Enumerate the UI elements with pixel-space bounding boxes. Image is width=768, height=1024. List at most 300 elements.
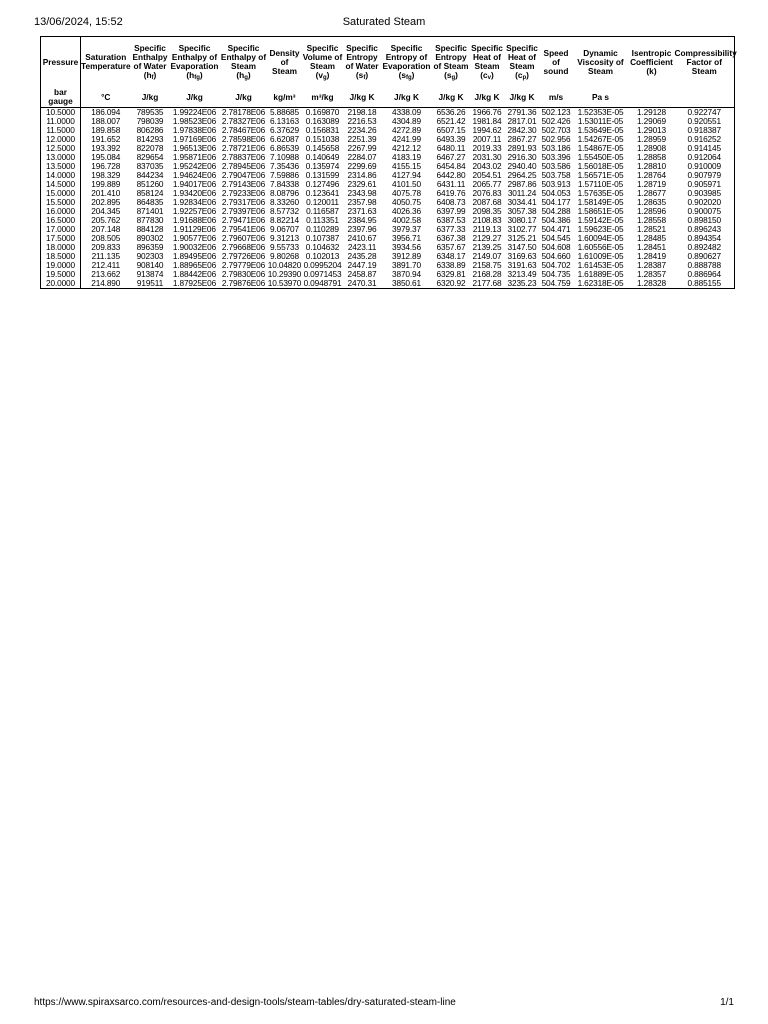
table-cell: 3956.71	[392, 234, 421, 243]
column-symbol: $(v_g)$	[315, 70, 330, 81]
table-cell: 2.78721E06	[221, 144, 266, 153]
table-cell: 1.28357	[637, 270, 666, 279]
table-cell: 1.88965E06	[172, 261, 217, 270]
table-cell: 0.914145	[675, 144, 735, 153]
table-cell: 4272.89	[392, 126, 421, 135]
table-cell: 0.116587	[306, 207, 339, 216]
table-cell: 7.10988	[270, 153, 299, 162]
table-cell: 18.0000	[41, 243, 81, 252]
table-cell: 2371.63	[347, 207, 377, 216]
column-header	[41, 37, 81, 88]
table-cell: 204.345	[91, 207, 121, 216]
table-cell: 1.97838E06	[172, 126, 217, 135]
column-name: Pressure	[42, 56, 79, 67]
table-cell: 504.288	[541, 207, 571, 216]
table-cell: 890302	[136, 234, 164, 243]
table-cell: 2.78467E06	[221, 126, 266, 135]
column-unit: m³/kg	[302, 87, 344, 108]
table-cell: 2470.31	[344, 279, 381, 289]
column-header	[470, 37, 505, 88]
table-cell: 0.104632	[305, 243, 340, 252]
page-title: Saturated Steam	[342, 16, 426, 28]
table-row	[41, 162, 735, 171]
table-cell: 0.110289	[306, 225, 339, 234]
table-cell: 4212.12	[392, 144, 421, 153]
table-cell: 4304.89	[392, 117, 421, 126]
table-cell: 1.61889E-05	[577, 270, 624, 279]
table-cell: 1.28596	[637, 207, 666, 216]
table-cell: 0.140649	[305, 153, 340, 162]
table-cell: 1.87925E06	[170, 279, 220, 289]
table-cell: 2867.27	[507, 135, 537, 144]
table-cell: 0.920551	[675, 117, 735, 126]
table-cell: 6419.76	[436, 189, 466, 198]
table-cell: 1.99224E06	[172, 107, 217, 117]
table-cell: 19.5000	[41, 270, 81, 279]
table-cell: 191.652	[91, 135, 121, 144]
table-cell: 9.55733	[270, 243, 299, 252]
table-cell: 2216.53	[347, 117, 377, 126]
table-cell: 1.54267E-05	[577, 135, 624, 144]
column-header	[344, 37, 381, 88]
column-symbol: $(c_v)$	[480, 70, 494, 81]
table-cell: 2043.02	[472, 162, 502, 171]
table-cell: 2065.77	[472, 180, 502, 189]
table-body	[41, 108, 735, 289]
table-cell: 0.900075	[675, 207, 735, 216]
column-name: Specific Enthalpy of Evaporation	[170, 43, 219, 71]
table-cell: 1.60094E-05	[577, 234, 624, 243]
table-cell: 504.386	[541, 216, 571, 225]
column-unit	[629, 87, 675, 108]
column-symbol: $(s_f)$	[355, 70, 369, 81]
table-cell: 11.5000	[41, 126, 81, 135]
table-cell: 18.5000	[41, 252, 81, 261]
column-unit	[675, 87, 735, 108]
table-cell: 1.53649E-05	[577, 126, 624, 135]
table-cell: 2.79317E06	[221, 198, 266, 207]
table-cell: 0.905971	[675, 180, 735, 189]
table-cell: 0.898150	[675, 216, 735, 225]
table-cell: 2284.07	[347, 153, 377, 162]
table-cell: 0.120011	[306, 198, 339, 207]
table-cell: 209.833	[91, 243, 121, 252]
table-cell: 504.471	[541, 225, 571, 234]
table-cell: 6367.38	[436, 234, 466, 243]
column-symbol: $(h_f)$	[143, 70, 157, 81]
table-cell: 6338.89	[436, 261, 466, 270]
table-row	[41, 252, 735, 261]
table-cell: 6442.80	[436, 171, 466, 180]
table-cell: 503.913	[541, 180, 571, 189]
table-row	[41, 225, 735, 234]
column-name: Isentropic Coefficient	[630, 47, 673, 67]
table-cell: 9.80268	[270, 252, 299, 261]
table-cell: 2031.30	[472, 153, 502, 162]
table-cell: 2.79607E06	[221, 234, 266, 243]
table-cell: 1.28858	[637, 153, 666, 162]
column-header	[220, 37, 268, 88]
column-unit: J/kg K	[344, 87, 381, 108]
table-cell: 10.04820	[267, 261, 302, 270]
column-unit: J/kg K	[433, 87, 470, 108]
table-cell: 1.96513E06	[172, 144, 217, 153]
table-cell: 1.97169E06	[172, 135, 217, 144]
table-cell: 2299.69	[347, 162, 377, 171]
table-row	[41, 108, 735, 118]
table-cell: 2314.86	[347, 171, 377, 180]
table-cell: 0.113351	[306, 216, 339, 225]
table-cell: 2987.86	[507, 180, 537, 189]
table-cell: 2.79471E06	[221, 216, 266, 225]
table-row	[41, 144, 735, 153]
table-cell: 2087.68	[472, 198, 502, 207]
table-cell: 0.127496	[305, 180, 340, 189]
table-cell: 502.956	[541, 135, 571, 144]
table-cell: 1.28764	[637, 171, 666, 180]
table-cell: 205.762	[91, 216, 121, 225]
table-cell: 6431.11	[436, 180, 466, 189]
table-cell: 6320.92	[433, 279, 470, 289]
table-cell: 0.135974	[305, 162, 340, 171]
table-cell: 1.92834E06	[172, 198, 217, 207]
table-cell: 1.28810	[637, 162, 666, 171]
table-cell: 6521.42	[436, 117, 466, 126]
table-cell: 502.123	[541, 107, 571, 117]
table-cell: 2817.01	[507, 117, 537, 126]
table-cell: 798039	[136, 117, 164, 126]
table-cell: 504.608	[541, 243, 571, 252]
table-cell: 1.28635	[637, 198, 666, 207]
table-cell: 3034.41	[507, 198, 537, 207]
table-cell: 12.0000	[41, 135, 81, 144]
table-cell: 4338.09	[392, 107, 421, 117]
table-cell: 1.56571E-05	[577, 171, 624, 180]
table-cell: 186.094	[91, 107, 121, 117]
table-cell: 1.54867E-05	[577, 144, 624, 153]
table-cell: 195.084	[91, 153, 121, 162]
table-cell: 0.886964	[675, 270, 735, 279]
table-cell: 2019.33	[472, 144, 502, 153]
table-cell: 11.0000	[41, 117, 81, 126]
table-cell: 4101.50	[392, 180, 421, 189]
table-cell: 0.894354	[675, 234, 735, 243]
table-row	[41, 135, 735, 144]
table-cell: 6467.27	[436, 153, 466, 162]
table-cell: 0.156831	[305, 126, 340, 135]
column-symbol: $(s_g)$	[444, 70, 458, 81]
table-cell: 1.28959	[637, 135, 666, 144]
table-row	[41, 180, 735, 189]
table-cell: 1.28908	[637, 144, 666, 153]
table-cell: 1.59623E-05	[577, 225, 624, 234]
table-cell: 6397.99	[436, 207, 466, 216]
table-cell: 0.145658	[305, 144, 340, 153]
table-cell: 1.28419	[637, 252, 666, 261]
column-name: Specific Entropy of Evaporation	[382, 43, 431, 71]
table-cell: 3147.50	[507, 243, 537, 252]
table-cell: 504.545	[541, 234, 571, 243]
table-cell: 0.907979	[675, 171, 735, 180]
table-cell: 2158.75	[472, 261, 502, 270]
column-name: Saturation Temperature	[81, 52, 131, 71]
table-cell: 2916.30	[507, 153, 537, 162]
table-cell: 1.93420E06	[172, 189, 217, 198]
table-cell: 1.91688E06	[172, 216, 217, 225]
table-cell: 2198.18	[347, 107, 377, 117]
table-cell: 198.329	[91, 171, 121, 180]
table-cell: 504.660	[541, 252, 571, 261]
table-cell: 806286	[136, 126, 164, 135]
column-header	[505, 37, 540, 88]
table-cell: 902303	[136, 252, 164, 261]
table-cell: 829654	[136, 153, 164, 162]
column-symbol: $(h_g)$	[236, 70, 251, 81]
table-cell: 1.52353E-05	[577, 107, 624, 117]
table-cell: 837035	[136, 162, 164, 171]
column-name: Density of Steam	[269, 47, 300, 76]
table-cell: 2891.93	[507, 144, 537, 153]
table-row	[41, 198, 735, 207]
column-header	[573, 37, 629, 88]
table-cell: 1.57110E-05	[577, 180, 624, 189]
table-cell: 208.505	[91, 234, 121, 243]
table-cell: 196.728	[91, 162, 121, 171]
table-cell: 503.758	[541, 171, 571, 180]
table-cell: 0.888788	[675, 261, 735, 270]
column-header	[675, 37, 735, 88]
table-cell: 0.131599	[305, 171, 340, 180]
column-name: Specific Entropy of Water	[345, 43, 379, 71]
table-cell: 1.56018E-05	[577, 162, 624, 171]
table-cell: 189.858	[91, 126, 121, 135]
column-units-row	[41, 87, 735, 108]
table-cell: 851260	[136, 180, 164, 189]
table-cell: 2397.96	[347, 225, 377, 234]
table-cell: 2054.51	[472, 171, 502, 180]
table-cell: 4026.36	[392, 207, 421, 216]
table-cell: 14.0000	[41, 171, 81, 180]
table-cell: 1.94017E06	[172, 180, 217, 189]
column-header	[433, 37, 470, 88]
column-header	[629, 37, 675, 88]
table-cell: 1.90577E06	[172, 234, 217, 243]
table-cell: 0.922747	[675, 108, 735, 118]
table-cell: 503.396	[541, 153, 571, 162]
table-cell: 844234	[136, 171, 164, 180]
table-cell: 789535	[136, 107, 164, 117]
table-cell: 1.28451	[637, 243, 666, 252]
column-header	[268, 37, 302, 88]
table-cell: 17.0000	[41, 225, 81, 234]
table-cell: 2251.39	[347, 135, 377, 144]
table-cell: 2168.28	[472, 270, 502, 279]
table-cell: 1.28328	[629, 279, 675, 289]
table-cell: 2267.99	[347, 144, 377, 153]
table-cell: 9.06707	[270, 225, 299, 234]
table-cell: 2357.98	[347, 198, 377, 207]
table-cell: 2119.13	[472, 225, 502, 234]
table-cell: 504.177	[541, 198, 571, 207]
column-name: Compressibility Factor of Steam	[674, 47, 737, 76]
column-name: Specific Enthalpy of Steam	[220, 43, 267, 71]
table-cell: 12.5000	[41, 144, 81, 153]
column-header	[302, 37, 344, 88]
table-cell: 0.163089	[305, 117, 340, 126]
table-cell: 1.89495E06	[172, 252, 217, 261]
steam-table	[40, 36, 735, 289]
column-name: Specific Heat of Steam	[506, 43, 538, 71]
table-cell: 4241.99	[392, 135, 421, 144]
table-cell: 884128	[136, 225, 164, 234]
print-date: 13/06/2024, 15:52	[34, 16, 123, 28]
table-cell: 822078	[136, 144, 164, 153]
table-cell: 7.84338	[270, 180, 299, 189]
table-cell: 202.895	[91, 198, 121, 207]
table-cell: 0.885155	[675, 279, 735, 289]
table-cell: 1.58149E-05	[577, 198, 624, 207]
column-header	[131, 37, 170, 88]
column-unit: m/s	[540, 87, 573, 108]
table-cell: 2.79397E06	[221, 207, 266, 216]
column-header	[81, 37, 131, 88]
table-cell: 503.186	[541, 144, 571, 153]
column-unit: Pa s	[573, 87, 629, 108]
table-cell: 3934.56	[392, 243, 421, 252]
table-cell: 2076.83	[472, 189, 502, 198]
table-cell: 3850.61	[381, 279, 433, 289]
column-symbol: $(c_p)$	[515, 70, 529, 81]
table-cell: 1.58651E-05	[577, 207, 624, 216]
column-unit: bar gauge	[41, 87, 81, 108]
table-cell: 919511	[131, 279, 170, 289]
table-cell: 214.890	[81, 279, 131, 289]
table-cell: 0.123641	[305, 189, 340, 198]
table-cell: 16.5000	[41, 216, 81, 225]
column-unit: J/kg K	[470, 87, 505, 108]
column-unit: °C	[81, 87, 131, 108]
table-cell: 2458.87	[347, 270, 377, 279]
table-cell: 877830	[136, 216, 164, 225]
table-cell: 2.78178E06	[221, 107, 266, 117]
column-name: Specific Enthalpy of Water	[132, 43, 168, 71]
column-symbol: (k)	[646, 65, 657, 76]
table-cell: 3057.38	[507, 207, 537, 216]
table-cell: 2791.36	[507, 107, 537, 117]
table-cell: 3213.49	[507, 270, 537, 279]
table-cell: 7.59886	[270, 171, 299, 180]
table-cell: 6387.53	[436, 216, 466, 225]
table-cell: 908140	[136, 261, 164, 270]
table-cell: 0.892482	[675, 243, 735, 252]
table-row	[41, 234, 735, 243]
table-cell: 7.35436	[270, 162, 299, 171]
table-cell: 1.29013	[637, 126, 666, 135]
table-cell: 4075.78	[392, 189, 421, 198]
table-cell: 504.053	[541, 189, 571, 198]
table-cell: 1.57635E-05	[577, 189, 624, 198]
column-unit: J/kg K	[505, 87, 540, 108]
table-cell: 199.889	[91, 180, 121, 189]
table-cell: 193.392	[91, 144, 121, 153]
table-cell: 1.92257E06	[172, 207, 217, 216]
table-cell: 2.78945E06	[221, 162, 266, 171]
table-cell: 16.0000	[41, 207, 81, 216]
column-name: Specific Entropy of Steam	[433, 43, 469, 71]
column-name: Speed of sound	[543, 47, 569, 76]
column-symbol: $(s_{fg})$	[398, 70, 415, 81]
table-cell: 4002.58	[392, 216, 421, 225]
table-cell: 4183.19	[392, 153, 421, 162]
table-cell: 2329.61	[347, 180, 377, 189]
table-cell: 0.916252	[675, 135, 735, 144]
table-cell: 1981.84	[472, 117, 502, 126]
table-cell: 0.0995204	[303, 261, 342, 270]
table-cell: 1.28521	[637, 225, 666, 234]
table-cell: 212.411	[91, 261, 120, 270]
table-row	[41, 261, 735, 270]
table-row	[41, 243, 735, 252]
table-cell: 6493.39	[436, 135, 466, 144]
table-cell: 14.5000	[41, 180, 81, 189]
table-cell: 2108.83	[472, 216, 502, 225]
table-cell: 2098.35	[472, 207, 502, 216]
page-number: 1/1	[720, 997, 734, 1008]
table-cell: 2.78837E06	[221, 153, 266, 162]
table-cell: 1.29128	[637, 107, 666, 117]
table-cell: 2410.67	[347, 234, 377, 243]
table-cell: 2.79143E06	[221, 180, 266, 189]
table-cell: 20.0000	[41, 279, 81, 289]
table-cell: 864835	[136, 198, 164, 207]
column-name: Dynamic Viscosity of Steam	[577, 47, 624, 76]
table-cell: 17.5000	[41, 234, 81, 243]
table-cell: 211.135	[91, 252, 120, 261]
table-cell: 6.37629	[270, 126, 299, 135]
table-cell: 3912.89	[392, 252, 421, 261]
table-cell: 1.55450E-05	[577, 153, 624, 162]
table-row	[41, 279, 735, 289]
table-cell: 4155.15	[392, 162, 421, 171]
table-cell: 1.62318E-05	[573, 279, 629, 289]
table-cell: 896359	[136, 243, 164, 252]
table-cell: 0.0948791	[302, 279, 344, 289]
table-cell: 3870.94	[392, 270, 421, 279]
table-cell: 2.79726E06	[221, 252, 266, 261]
table-cell: 1.94624E06	[172, 171, 217, 180]
table-cell: 3169.63	[507, 252, 537, 261]
table-cell: 1.61453E-05	[577, 261, 624, 270]
table-cell: 3979.37	[392, 225, 421, 234]
table-cell: 2234.26	[347, 126, 377, 135]
table-cell: 8.57732	[270, 207, 299, 216]
table-cell: 1.60556E-05	[577, 243, 624, 252]
table-cell: 871401	[136, 207, 164, 216]
table-cell: 6.62087	[270, 135, 299, 144]
table-cell: 201.410	[91, 189, 121, 198]
column-names-row	[41, 37, 735, 88]
table-cell: 1.88442E06	[172, 270, 217, 279]
table-cell: 6377.33	[436, 225, 466, 234]
table-row	[41, 216, 735, 225]
table-cell: 2007.11	[472, 135, 502, 144]
table-cell: 1.90032E06	[172, 243, 217, 252]
table-cell: 1966.76	[472, 107, 502, 117]
table-cell: 2343.98	[347, 189, 377, 198]
table-cell: 0.902020	[675, 198, 735, 207]
table-row	[41, 207, 735, 216]
column-unit: J/kg	[131, 87, 170, 108]
